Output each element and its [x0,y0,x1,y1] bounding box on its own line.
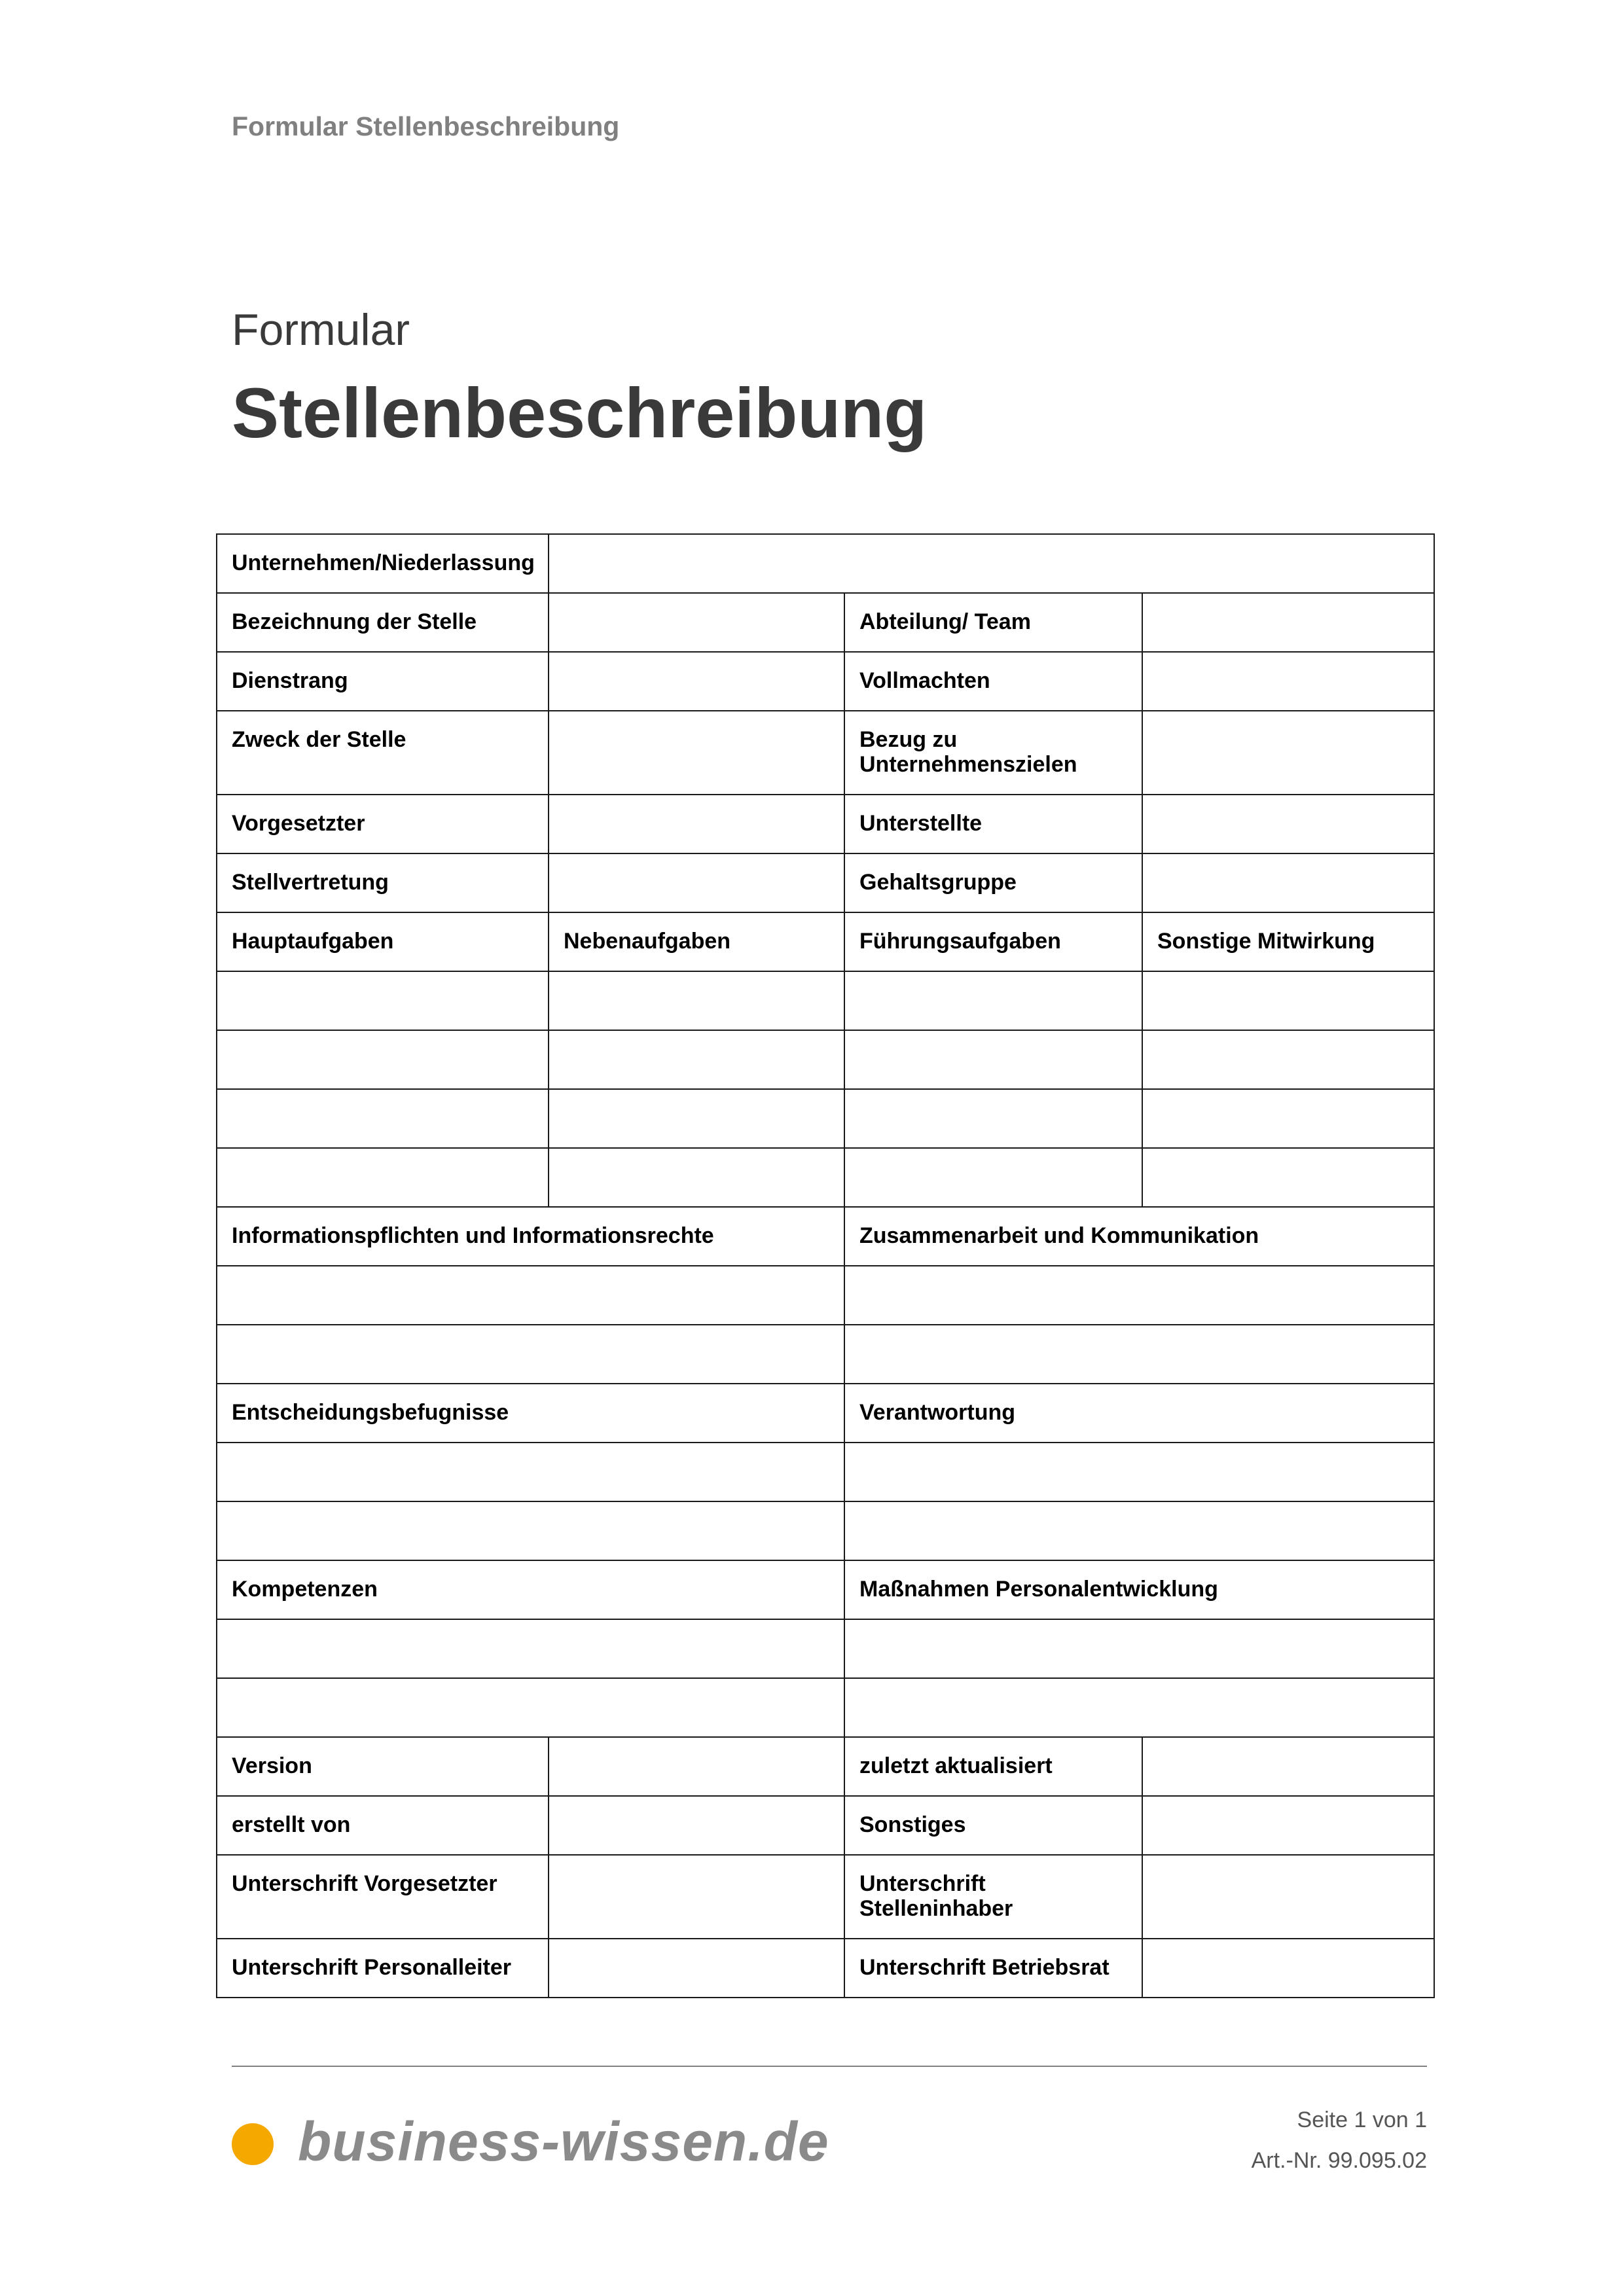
label-secondary-tasks: Nebenaufgaben [549,912,844,971]
label-rank: Dienstrang [217,652,549,711]
field-deputy[interactable] [549,853,844,912]
form-row [217,1678,1434,1737]
field-main-task[interactable] [217,971,549,1030]
field-leadership-task[interactable] [844,1089,1142,1148]
field-department[interactable] [1142,593,1434,652]
task-row [217,1148,1434,1207]
field-secondary-task[interactable] [549,1089,844,1148]
field-job-title[interactable] [549,593,844,652]
field-main-task[interactable] [217,1089,549,1148]
form-row [217,1443,1434,1501]
form-row [217,1737,1434,1796]
field-other-participation[interactable] [1142,1089,1434,1148]
form-row [217,1325,1434,1384]
label-competences: Kompetenzen [217,1560,844,1619]
task-row [217,1030,1434,1089]
label-sig-holder-line2: Stelleninhaber [859,1896,1013,1921]
label-sig-holder-line1: Unterschrift [859,1871,986,1896]
field-responsibility[interactable] [844,1443,1434,1501]
label-company: Unternehmen/Niederlassung [217,534,549,593]
label-sig-supervisor: Unterschrift Vorgesetzter [217,1855,549,1939]
form-row [217,1560,1434,1619]
label-sig-hr: Unterschrift Personalleiter [217,1939,549,1998]
article-number: Art.-Nr. 99.095.02 [1251,2148,1427,2173]
field-collaboration[interactable] [844,1325,1434,1384]
field-competences[interactable] [217,1678,844,1737]
field-secondary-task[interactable] [549,1030,844,1089]
label-relation-line1: Bezug zu [859,727,958,752]
header-title: Formular Stellenbeschreibung [232,111,620,141]
field-relation[interactable] [1142,711,1434,795]
field-development[interactable] [844,1678,1434,1737]
label-info-duties: Informationspflichten und Informationsrechte [217,1207,844,1266]
label-decision-powers: Entscheidungsbefugnisse [217,1384,844,1443]
label-created-by: erstellt von [217,1796,549,1855]
label-salary-group: Gehaltsgruppe [844,853,1142,912]
field-development[interactable] [844,1619,1434,1678]
label-misc: Sonstiges [844,1796,1142,1855]
label-main-tasks: Hauptaufgaben [217,912,549,971]
field-purpose[interactable] [549,711,844,795]
field-collaboration[interactable] [844,1266,1434,1325]
footer-divider [232,2066,1427,2067]
field-main-task[interactable] [217,1148,549,1207]
field-info-duties[interactable] [217,1325,844,1384]
label-purpose: Zweck der Stelle [217,711,549,795]
label-version: Version [217,1737,549,1796]
form-row [217,1939,1434,1998]
task-row [217,971,1434,1030]
form-row [217,1796,1434,1855]
field-version[interactable] [549,1737,844,1796]
field-decision-powers[interactable] [217,1501,844,1560]
field-misc[interactable] [1142,1796,1434,1855]
field-other-participation[interactable] [1142,1148,1434,1207]
form-row [217,1501,1434,1560]
form-row [217,652,1434,711]
form-row [217,1619,1434,1678]
logo: business-wissen.de [298,2111,829,2172]
label-collaboration: Zusammenarbeit und Kommunikation [844,1207,1434,1266]
label-department: Abteilung/ Team [844,593,1142,652]
field-sig-supervisor[interactable] [549,1855,844,1939]
label-responsibility: Verantwortung [844,1384,1434,1443]
form-row [217,853,1434,912]
field-leadership-task[interactable] [844,1148,1142,1207]
field-supervisor[interactable] [549,795,844,853]
field-last-updated[interactable] [1142,1737,1434,1796]
label-sig-council: Unterschrift Betriebsrat [844,1939,1142,1998]
label-last-updated: zuletzt aktualisiert [844,1737,1142,1796]
form-row [217,593,1434,652]
form-row [217,711,1434,795]
label-relation-line2: Unternehmenszielen [859,752,1077,777]
field-sig-council[interactable] [1142,1939,1434,1998]
form-row [217,1384,1434,1443]
field-other-participation[interactable] [1142,971,1434,1030]
job-description-form [216,533,1435,1998]
label-subordinates: Unterstellte [844,795,1142,853]
field-salary-group[interactable] [1142,853,1434,912]
field-responsibility[interactable] [844,1501,1434,1560]
form-row [217,1266,1434,1325]
field-sig-holder[interactable] [1142,1855,1434,1939]
field-secondary-task[interactable] [549,971,844,1030]
title-small: Formular [232,305,410,355]
label-supervisor: Vorgesetzter [217,795,549,853]
page-number: Seite 1 von 1 [1297,2108,1427,2132]
form-row [217,534,1434,593]
field-competences[interactable] [217,1619,844,1678]
field-main-task[interactable] [217,1030,549,1089]
form-row [217,912,1434,971]
field-created-by[interactable] [549,1796,844,1855]
label-authority: Vollmachten [844,652,1142,711]
field-info-duties[interactable] [217,1266,844,1325]
field-leadership-task[interactable] [844,971,1142,1030]
field-company[interactable] [549,534,1434,593]
label-development: Maßnahmen Personalentwicklung [844,1560,1434,1619]
label-other-participation: Sonstige Mitwirkung [1142,912,1434,971]
field-rank[interactable] [549,652,844,711]
field-subordinates[interactable] [1142,795,1434,853]
form-row [217,1207,1434,1266]
label-relation [844,711,1142,795]
task-row [217,1089,1434,1148]
label-leadership-tasks: Führungsaufgaben [844,912,1142,971]
field-other-participation[interactable] [1142,1030,1434,1089]
logo-dot-icon [232,2123,274,2165]
form-row [217,1855,1434,1939]
label-job-title: Bezeichnung der Stelle [217,593,549,652]
form-row [217,795,1434,853]
field-decision-powers[interactable] [217,1443,844,1501]
field-authority[interactable] [1142,652,1434,711]
field-secondary-task[interactable] [549,1148,844,1207]
label-sig-holder [844,1855,1142,1939]
label-deputy: Stellvertretung [217,853,549,912]
field-leadership-task[interactable] [844,1030,1142,1089]
page-info [1252,2100,1427,2181]
page-title: Stellenbeschreibung [232,373,928,452]
field-sig-hr[interactable] [549,1939,844,1998]
